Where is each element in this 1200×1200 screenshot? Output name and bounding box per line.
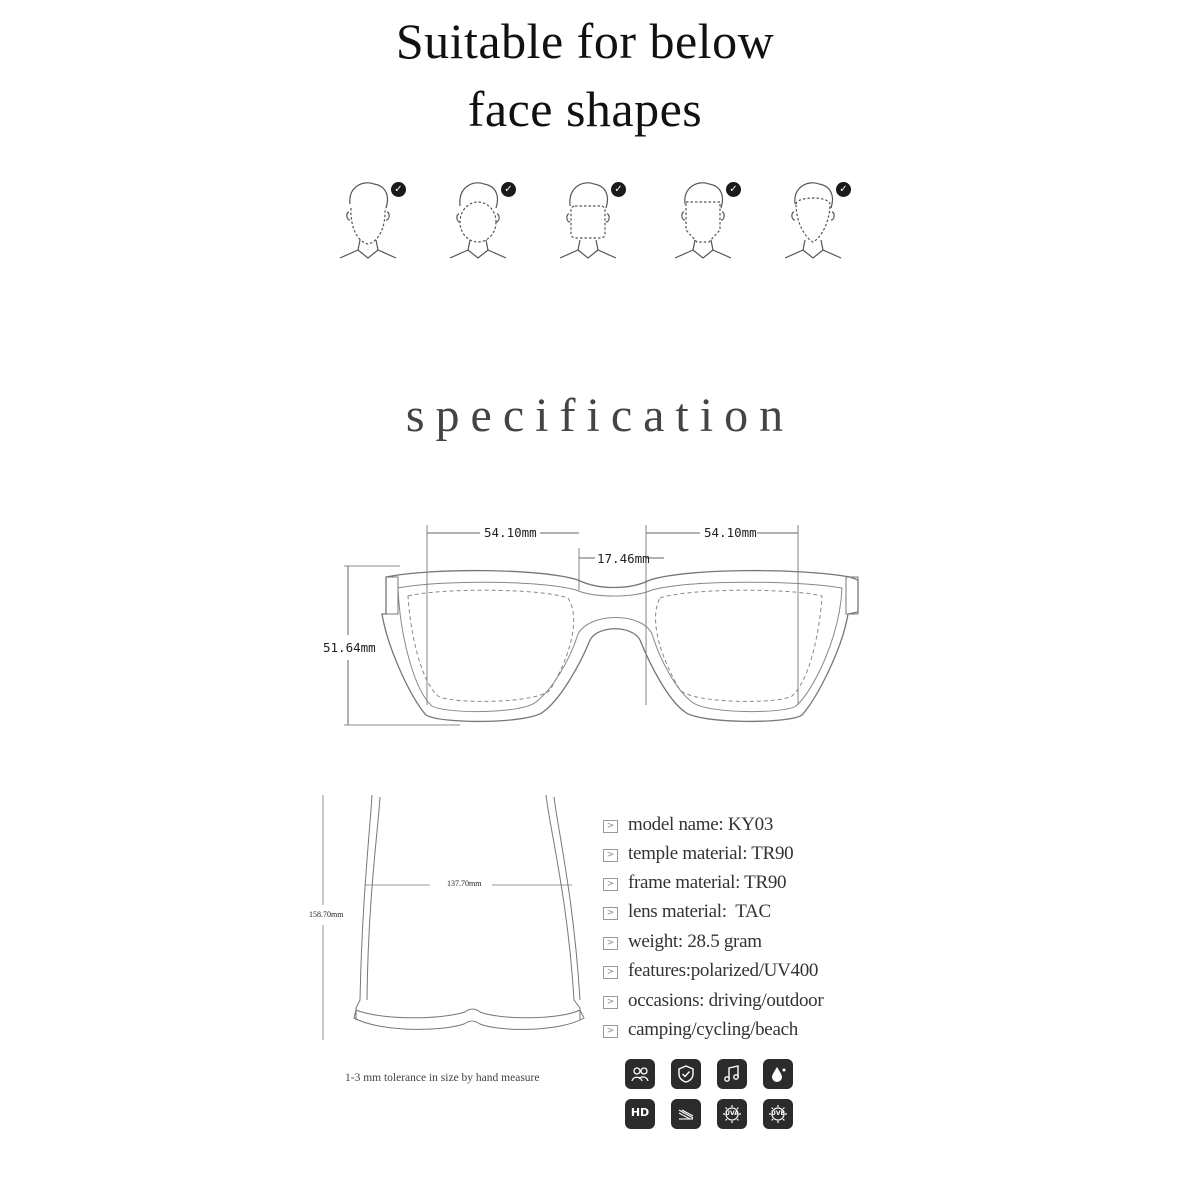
anti-fatigue-icon — [625, 1059, 655, 1089]
uva-label: UVA — [725, 1110, 739, 1117]
arrow-icon: > — [603, 966, 618, 979]
hd-label: HD — [630, 1106, 650, 1119]
spec-text: frame material: TR90 — [628, 872, 787, 893]
arrow-icon: > — [603, 878, 618, 891]
spec-text: lens material: TAC — [628, 901, 771, 922]
tolerance-note: 1-3 mm tolerance in size by hand measure — [345, 1072, 540, 1084]
frame-width-label: 137.70mm — [447, 879, 482, 888]
bridge-width-label: 17.46mm — [597, 551, 650, 566]
uvb-label: UVB — [770, 1110, 786, 1117]
arrow-icon: > — [603, 907, 618, 920]
waterproof-drop-icon — [763, 1059, 793, 1089]
check-icon: ✓ — [611, 182, 626, 197]
check-icon: ✓ — [391, 182, 406, 197]
protection-shield-icon — [671, 1059, 701, 1089]
spec-text: camping/cycling/beach — [628, 1019, 798, 1040]
hd-icon — [625, 1099, 655, 1129]
lens-width-right-label: 54.10mm — [704, 525, 757, 540]
arrow-icon: > — [603, 996, 618, 1009]
arrow-icon: > — [603, 820, 618, 833]
arrow-icon: > — [603, 1025, 618, 1038]
check-icon: ✓ — [501, 182, 516, 197]
uva-icon — [717, 1099, 747, 1129]
title-line-2: face shapes — [467, 81, 703, 137]
polarized-icon — [671, 1099, 701, 1129]
spec-text: features:polarized/UV400 — [628, 960, 819, 981]
spec-text: occasions: driving/outdoor — [628, 990, 824, 1011]
arrow-icon: > — [603, 937, 618, 950]
temple-length-label: 158.70mm — [309, 910, 344, 919]
spec-text: model name: KY03 — [628, 814, 774, 835]
check-icon: ✓ — [726, 182, 741, 197]
lens-width-left-label: 54.10mm — [484, 525, 537, 540]
uvb-icon — [763, 1099, 793, 1129]
spec-text: weight: 28.5 gram — [628, 931, 762, 952]
check-icon: ✓ — [836, 182, 851, 197]
title-line-1: Suitable for below — [395, 13, 775, 69]
arrow-icon: > — [603, 849, 618, 862]
spec-heading: specification — [405, 389, 795, 442]
spec-text: temple material: TR90 — [628, 843, 794, 864]
lens-height-label: 51.64mm — [323, 640, 376, 655]
music-note-icon — [717, 1059, 747, 1089]
